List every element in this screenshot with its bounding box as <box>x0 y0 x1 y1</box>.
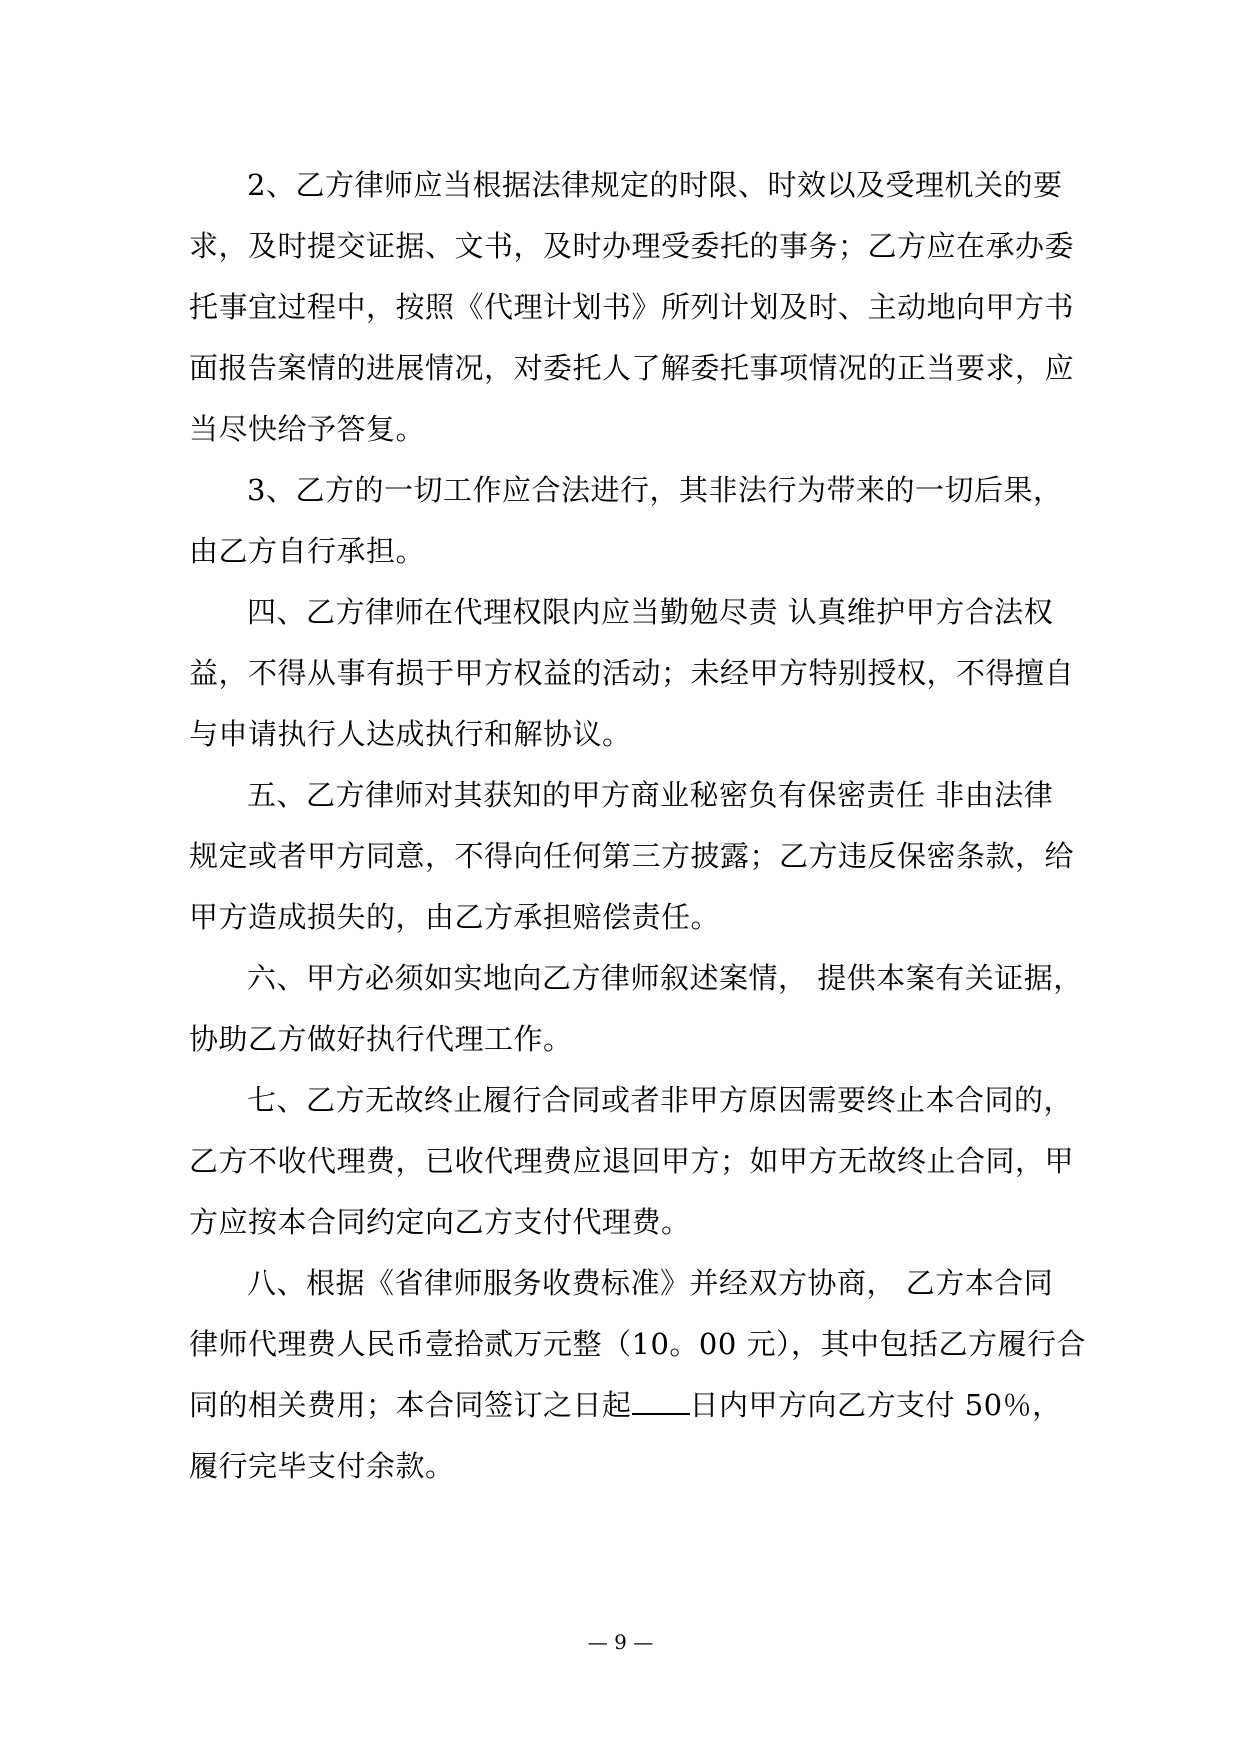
document-body <box>189 155 1087 1497</box>
paragraph-line: 方应按本合同约定向乙方支付代理费。 <box>189 1205 691 1239</box>
paragraph-line: 律师代理费人民币壹拾贰万元整（10。00 元），其中包括乙方履行合 <box>189 1327 1087 1361</box>
paragraph-6 <box>189 948 1083 1070</box>
fill-in-blank <box>632 1391 690 1415</box>
paragraph-line: 履行完毕支付余款。 <box>189 1449 455 1483</box>
paragraph-line: 当尽快给予答复。 <box>189 412 426 446</box>
paragraph-5 <box>189 765 1075 948</box>
paragraph-line: 由乙方自行承担。 <box>189 534 426 568</box>
paragraph-line: 求，及时提交证据、文书，及时办理受委托的事务；乙方应在承办委 <box>189 229 1075 263</box>
paragraph-8 <box>189 1253 1087 1497</box>
paragraph-line: 与申请执行人达成执行和解协议。 <box>189 717 632 751</box>
paragraph-line: 甲方造成损失的，由乙方承担赔偿责任。 <box>189 900 721 934</box>
paragraph-line: 2、乙方律师应当根据法律规定的时限、时效以及受理机关的要 <box>247 168 1063 202</box>
paragraph-line: 五、乙方律师对其获知的甲方商业秘密负有保密责任 非由法律 <box>247 778 1054 812</box>
paragraph-line: 六、甲方必须如实地向乙方律师叙述案情， 提供本案有关证据， <box>247 961 1083 995</box>
paragraph-7 <box>189 1070 1075 1253</box>
line-text-before-blank: 同的相关费用；本合同签订之日起 <box>189 1388 632 1422</box>
paragraph-3 <box>189 460 1063 582</box>
paragraph-line: 规定或者甲方同意，不得向任何第三方披露；乙方违反保密条款，给 <box>189 839 1075 873</box>
paragraph-line: 面报告案情的进展情况，对委托人了解委托事项情况的正当要求，应 <box>189 351 1075 385</box>
paragraph-line <box>189 1375 1062 1436</box>
paragraph-line: 四、乙方律师在代理权限内应当勤勉尽责 认真维护甲方合法权 <box>247 595 1054 629</box>
page-number: — 9 — <box>587 1630 654 1654</box>
paragraph-line: 托事宜过程中，按照《代理计划书》所列计划及时、主动地向甲方书 <box>189 290 1075 324</box>
paragraph-line: 乙方不收代理费，已收代理费应退回甲方；如甲方无故终止合同，甲 <box>189 1144 1075 1178</box>
line-text-after-blank: 日内甲方向乙方支付 50％， <box>689 1388 1062 1422</box>
paragraph-line: 协助乙方做好执行代理工作。 <box>189 1022 573 1056</box>
paragraph-line: 八、根据《省律师服务收费标准》并经双方协商， 乙方本合同 <box>247 1266 1054 1300</box>
paragraph-line: 3、乙方的一切工作应合法进行，其非法行为带来的一切后果， <box>247 473 1063 507</box>
paragraph-4 <box>189 582 1075 765</box>
paragraph-line: 七、乙方无故终止履行合同或者非甲方原因需要终止本合同的， <box>247 1083 1074 1117</box>
paragraph-2 <box>189 155 1075 460</box>
paragraph-line: 益，不得从事有损于甲方权益的活动；未经甲方特别授权，不得擅自 <box>189 656 1075 690</box>
